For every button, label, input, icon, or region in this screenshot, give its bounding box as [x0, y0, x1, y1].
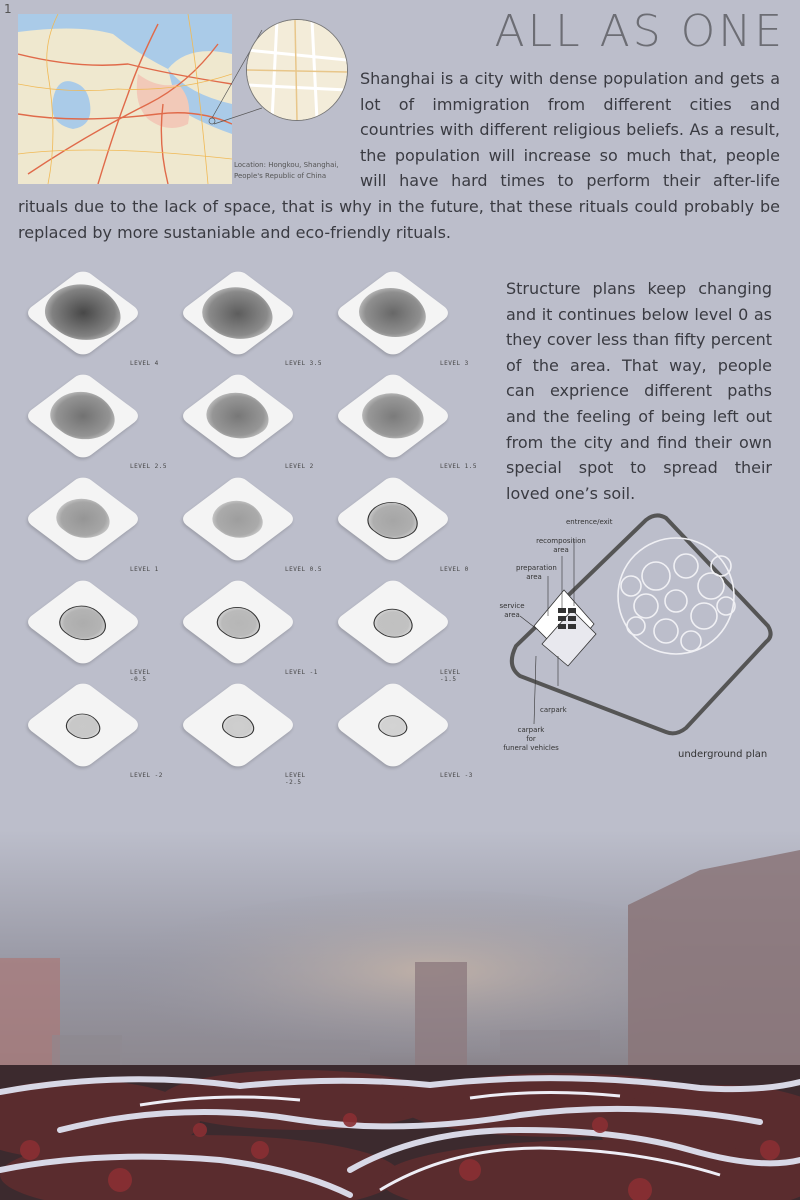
level-plan — [18, 579, 168, 683]
level-label: LEVEL -1.5 — [440, 669, 461, 683]
level-label: LEVEL -1 — [285, 669, 318, 676]
level-plan — [328, 476, 478, 576]
level-plan — [173, 682, 323, 786]
level-plan-structure — [195, 384, 280, 448]
level-plans-grid — [18, 270, 488, 790]
level-plan — [173, 373, 323, 473]
level-plan-slab — [178, 268, 297, 358]
map-caption-line2: People's Republic of China — [234, 172, 327, 180]
level-plan-slab — [333, 680, 452, 770]
level-plan — [328, 270, 478, 370]
underground-plan-drawing — [476, 506, 786, 746]
level-plan — [328, 373, 478, 473]
label-recomposition-line1: recomposition — [536, 537, 586, 545]
level-plan — [173, 476, 323, 576]
level-plan-structure — [358, 495, 427, 547]
level-plan-slab — [23, 371, 142, 461]
level-plan-slab — [333, 577, 452, 667]
level-plan-structure — [47, 491, 120, 546]
page-number: 1 — [4, 2, 12, 16]
level-plan-structure — [203, 493, 272, 545]
intro-paragraph — [18, 66, 780, 245]
level-plan-structure — [190, 277, 287, 350]
underground-plan — [476, 506, 786, 786]
label-carpark: carpark — [540, 706, 567, 714]
level-label: LEVEL 2.5 — [130, 463, 168, 470]
level-plan-structure — [347, 278, 439, 347]
level-plan — [328, 682, 478, 782]
level-plan — [173, 270, 323, 370]
page-title: ALL AS ONE — [494, 6, 785, 57]
label-carpark-funeral-line2: for — [526, 735, 536, 743]
level-label: LEVEL 3 — [440, 360, 469, 367]
label-recomposition — [536, 537, 586, 555]
level-plan — [18, 373, 168, 473]
label-preparation-line1: preparation — [516, 564, 557, 572]
level-plan-structure — [216, 710, 260, 743]
level-plan-structure — [60, 709, 108, 745]
label-carpark-funeral — [496, 726, 566, 753]
level-plan-slab — [178, 680, 297, 770]
map-caption-line1: Location: Hongkou, Shanghai, — [234, 161, 339, 169]
label-preparation-line2: area — [526, 573, 542, 581]
level-plan-slab — [178, 577, 297, 667]
label-service — [498, 602, 526, 620]
level-label: LEVEL 4 — [130, 360, 159, 367]
level-label: LEVEL 0.5 — [285, 566, 323, 573]
level-plan-structure — [39, 383, 128, 450]
label-service-line1: service — [499, 602, 525, 610]
level-label: LEVEL -3 — [440, 772, 473, 779]
level-plan-structure — [31, 273, 135, 351]
label-entrance: entrence/exit — [566, 518, 613, 526]
level-label: LEVEL 3.5 — [285, 360, 323, 367]
label-recomposition-line2: area — [553, 546, 569, 554]
level-label: LEVEL 0 — [440, 566, 469, 573]
intro-text: Shanghai is a city with dense population and gets a lot of immigration from different cities and countries with different religious beliefs. As a result, the population will increase so much that, people will have hard times to perform their after-life rituals due to the lack of space, that is why in the future, that these rituals could probably be replaced by more sustaniable and eco-friendly rituals. — [18, 69, 780, 242]
level-plan-slab — [333, 474, 452, 564]
level-plan-structure — [373, 711, 413, 741]
level-plan — [18, 476, 168, 576]
level-plan-structure — [366, 603, 420, 644]
level-plan — [173, 579, 323, 679]
level-plan-slab — [178, 474, 297, 564]
level-label: LEVEL -2.5 — [285, 772, 306, 786]
level-plan-structure — [51, 599, 116, 648]
level-label: LEVEL 1 — [130, 566, 159, 573]
level-plan-slab — [23, 474, 142, 564]
level-plan-structure — [209, 601, 269, 646]
level-plan-slab — [23, 680, 142, 770]
level-label: LEVEL 1.5 — [440, 463, 478, 470]
level-plan — [328, 579, 478, 683]
structure-description: Structure plans keep changing and it continues below level 0 as they cover less than fifty percent of the area. That way, people can exprience different paths and the feeling of being left out from the city and find their own special spot to spread their loved one’s soil. — [506, 279, 772, 503]
level-plan-slab — [23, 268, 142, 358]
level-plan-slab — [333, 371, 452, 461]
label-carpark-funeral-line3: funeral vehicles — [503, 744, 559, 752]
level-plan-slab — [178, 371, 297, 461]
label-preparation — [516, 564, 557, 582]
level-plan — [18, 270, 168, 370]
level-plan-slab — [23, 577, 142, 667]
level-plan-structure — [351, 384, 436, 448]
label-carpark-funeral-line1: carpark — [517, 726, 545, 734]
level-plan-slab — [333, 268, 452, 358]
level-label: LEVEL -2 — [130, 772, 163, 779]
level-plan — [18, 682, 168, 782]
perspective-render — [0, 830, 800, 1200]
level-label: LEVEL 2 — [285, 463, 314, 470]
underground-plan-caption: underground plan — [678, 749, 768, 760]
label-service-line2: area — [504, 611, 520, 619]
level-label: LEVEL -0.5 — [130, 669, 151, 683]
